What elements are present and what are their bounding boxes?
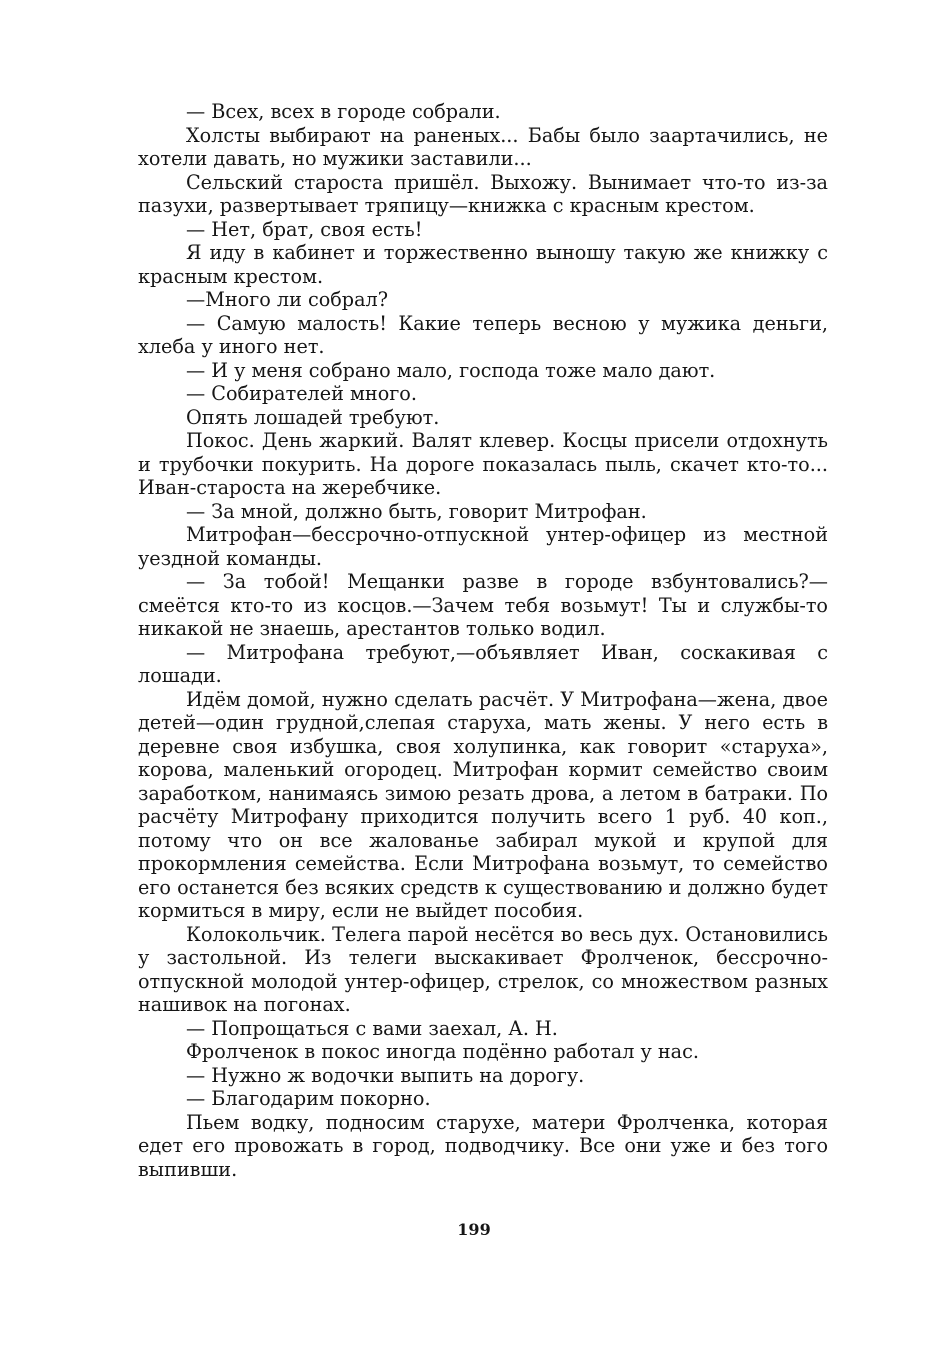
paragraph: — Нужно ж водочки выпить на дорогу.	[186, 1063, 585, 1087]
paragraph: Идём домой, нужно сделать расчёт. У Митрофана—жена, двое детей—один грудной,слепая старуха, мать жены. У него есть в деревне своя избушка, своя холупинка, как говорит «старуха», корова, маленький огородец. Митрофан кормит семейство своим заработком, нанимаясь зимою резать дрова, а летом в батраки. По расчёту Митрофану приходится получить всего 1 руб. 40 коп., потому что он все жалованье забирал мукой и крупой для прокормления семейства. Если Митрофана возьмут, то семейство его останется без всяких средств к существованию и должно будет кормиться в миру, если не выйдет пособия.	[138, 687, 828, 922]
page-number: 199	[457, 1220, 491, 1239]
paragraph: Холсты выбирают на раненых... Бабы было заартачились, не хотели давать, но мужики заставили...	[138, 123, 828, 170]
paragraph: — За тобой! Мещанки разве в городе взбунтовались?— смеётся кто-то из косцов.—Зачем тебя возьмут! Ты и службы-то никакой не знаешь, арестантов только водил.	[138, 570, 828, 640]
paragraph: —Много ли собрал?	[186, 288, 389, 311]
paragraph: — Всех, всех в городе собрали.	[186, 100, 501, 123]
paragraph: — За мной, должно быть, говорит Митрофан.	[186, 499, 647, 523]
paragraph: Фролченок в покос иногда подённо работал у нас.	[186, 1040, 699, 1063]
paragraph: — Попрощаться с вами заехал, А. Н.	[186, 1016, 558, 1040]
paragraph: — Нет, брат, своя есть!	[186, 217, 423, 241]
paragraph: Опять лошадей требуют.	[186, 405, 440, 429]
body-text	[138, 100, 828, 1181]
paragraph: Покос. День жаркий. Валят клевер. Косцы присели отдохнуть и трубочки покурить. На дороге показалась пыль, скачет кто-то... Иван-староста на жеребчике.	[138, 429, 828, 499]
paragraph: — Самую малость! Какие теперь весною у мужика деньги, хлеба у иного нет.	[138, 311, 828, 358]
paragraph: — Собирателей много.	[186, 382, 417, 405]
paragraph: Сельский староста пришёл. Выхожу. Вынимает что-то из-за пазухи, развертывает тряпицу—книжка с красным крестом.	[138, 170, 828, 217]
paragraph: — И у меня собрано мало, господа тоже мало дают.	[186, 358, 716, 382]
paragraph: Пьем водку, подносим старухе, матери Фролченка, которая едет его провожать в город, подводчику. Все они уже и без того выпивши.	[138, 1110, 828, 1181]
paragraph: Колокольчик. Телега парой несётся во весь дух. Остановились у застольной. Из телеги выскакивает Фролченок, бессрочно-отпускной молодой унтер-офицер, стрелок, со множеством разных нашивок на погонах.	[138, 922, 828, 1016]
paragraph: — Митрофана требуют,—объявляет Иван, соскакивая с лошади.	[138, 640, 828, 687]
paragraph: Митрофан—бессрочно-отпускной унтер-офицер из местной уездной команды.	[138, 523, 828, 570]
paragraph: Я иду в кабинет и торжественно выношу такую же книжку с красным крестом.	[138, 241, 828, 288]
paragraph: — Благодарим покорно.	[186, 1087, 431, 1110]
